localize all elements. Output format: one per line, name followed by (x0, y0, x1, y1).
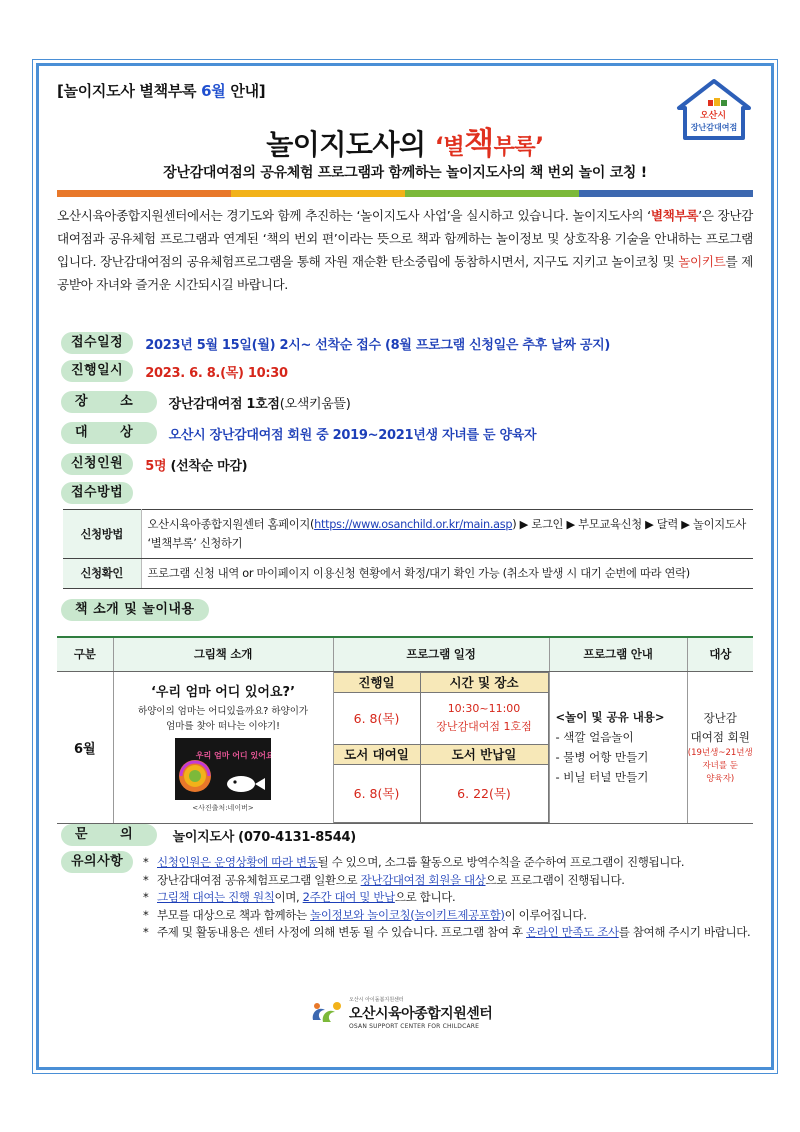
org-emblem-icon (309, 1000, 343, 1026)
list-item: * 장난감대여점 공유체험프로그램 일환으로 장난감대여점 회원을 대상으로 프로그램이 진행됩니다. (143, 872, 759, 890)
list-item: * 주제 및 활동내용은 센터 사정에 의해 변동 될 수 있습니다. 프로그램 참여 후 온라인 만족도 조사를 참여해 주시기 바랍니다. (143, 924, 759, 942)
list-item: * 그림책 대여는 진행 원칙이며, 2주간 대여 및 반납으로 합니다. (143, 889, 759, 907)
org-name-en: OSAN SUPPORT CENTER FOR CHILDCARE (349, 1023, 480, 1030)
apply-confirm-text: 프로그램 신청 내역 or 마이페이지 이용신청 현황에서 확정/대기 확인 가능 (취소자 발생 시 대기 순번에 따라 연락) (141, 559, 753, 589)
page-frame (36, 63, 774, 1070)
photo-credit: <사진출처:네이버> (192, 804, 254, 812)
book-desc-1: 하양이의 엄마는 어디있을까요? 하양이가 (137, 706, 309, 717)
contact-value: 놀이지도사 (070-4131-8544) (172, 829, 356, 845)
book-intro-cell (113, 671, 333, 823)
contact-label: 문 의 (61, 824, 157, 846)
col-header-schedule: 프로그램 일정 (333, 637, 549, 671)
apply-confirm-head: 신청확인 (63, 559, 141, 589)
capacity-row (61, 453, 247, 475)
target-value: 오산시 장난감대여점 회원 중 2019~2021년생 자녀를 둔 양육자 (168, 427, 537, 443)
reception-row (61, 332, 610, 354)
notes-list (143, 854, 759, 942)
org-name-ko: 오산시육아종합지원센터 (349, 1006, 493, 1022)
place-value: 장난감대여점 1호점(오색키움뜰) (168, 396, 351, 412)
table-header-row (57, 637, 753, 671)
org-small-text: 오산시 아이돌봄지원센터 (349, 997, 404, 1003)
guide-item: - 물병 어항 만들기 (555, 750, 649, 764)
col-header-target: 대상 (687, 637, 753, 671)
method-row (61, 482, 133, 504)
target-row (61, 422, 536, 444)
book-title: ‘우리 엄마 어디 있어요?’ (150, 685, 296, 700)
sched-header-time: 시간 및 장소 (420, 672, 548, 692)
schedule-subtable (334, 672, 549, 823)
col-header-book: 그림책 소개 (113, 637, 333, 671)
month-cell: 6월 (57, 671, 113, 823)
place-row (61, 391, 351, 413)
svg-text:장난감대여점: 장난감대여점 (690, 123, 738, 132)
sched-header-date: 진행일 (334, 672, 421, 692)
sched-header-return: 도서 반납일 (420, 744, 548, 764)
page-title: 놀이지도사의 ‘별책부록’ (266, 126, 544, 162)
color-segment-yellow (231, 190, 405, 197)
apply-method-text: 오산시육아종합지원센터 홈페이지(https://www.osanchild.or.kr/main.asp) ▶ 로그인 ▶ 부모교육신청 ▶ 달력 ▶ 놀이지도사 ‘별책부록’ 신청하기 (141, 510, 753, 559)
contact-row (61, 824, 356, 846)
notes-row (61, 851, 133, 873)
book-section-label: 책 소개 및 놀이내용 (61, 599, 209, 621)
apply-method-head: 신청방법 (63, 510, 141, 559)
apply-table (63, 509, 753, 589)
sched-time-value: 10:30~11:00 장난감대여점 1호점 (420, 692, 548, 744)
date-label: 진행일시 (61, 360, 133, 382)
table-row (63, 510, 753, 559)
guide-item: - 색깔 얼음놀이 (555, 730, 634, 744)
notes-label: 유의사항 (61, 851, 133, 873)
place-label: 장 소 (61, 391, 157, 413)
schedule-cell (333, 671, 549, 823)
capacity-label: 신청인원 (61, 453, 133, 475)
list-item: * 신청인원은 운영상황에 따라 변동될 수 있으며, 소그룹 활동으로 방역수칙을 준수하여 프로그램이 진행됩니다. (143, 854, 759, 872)
method-label: 접수방법 (61, 482, 133, 504)
book-table (57, 636, 753, 824)
intro-paragraph: 오산시육아종합지원센터에서는 경기도와 함께 추진하는 ‘놀이지도사 사업’을 실시하고 있습니다. 놀이지도사의 ‘별책부록’은 장난감대여점과 공유체험 프로그램과 연계된 ‘책의 번외 편’이라는 뜻으로 책과 함께하는 놀이정보 및 상호작용 기술을 안내하는 프로그램입니다. 장난감대여점의 공유체험프로그램을 통해 자원 재순환 탄소중립에 동참하시면서, 지구도 지키고 놀이코칭 및 놀이키트를 제공받아 자녀와 즐거운 시간되시길 바랍니다. (57, 208, 753, 292)
color-segment-blue (579, 190, 753, 197)
target-cell: 장난감 대여점 회원 (19년생~21년생 자녀를 둔 양육자) (687, 671, 753, 823)
page-subtitle: 장난감대여점의 공유체험 프로그램과 함께하는 놀이지도사의 책 번외 놀이 코칭 ! (163, 165, 647, 181)
color-divider (57, 190, 753, 197)
col-header-guide: 프로그램 안내 (549, 637, 687, 671)
color-segment-orange (57, 190, 231, 197)
homepage-link[interactable]: https://www.osanchild.or.kr/main.asp (314, 518, 513, 531)
list-item: * 부모를 대상으로 책과 함께하는 놀이정보와 놀이코칭(놀이키트제공포함)이 이루어집니다. (143, 907, 759, 925)
guide-cell (549, 671, 687, 823)
color-segment-green (405, 190, 579, 197)
guide-item: - 비닐 터널 만들기 (555, 770, 649, 784)
book-desc-2: 엄마를 찾아 떠나는 이야기! (166, 721, 280, 732)
capacity-value: 5명 (선착순 마감) (145, 458, 248, 474)
svg-text:우리 엄마 어디 있어요?: 우리 엄마 어디 있어요? (195, 751, 271, 760)
sched-header-lend: 도서 대여일 (334, 744, 421, 764)
table-row (63, 559, 753, 589)
table-row (57, 671, 753, 823)
sched-date-value: 6. 8(목) (334, 692, 421, 744)
col-header-category: 구분 (57, 637, 113, 671)
sched-lend-value: 6. 8(목) (334, 764, 421, 822)
tagline: [놀이지도사 별책부록 6월 안내] (57, 82, 266, 100)
reception-label: 접수일정 (61, 332, 133, 354)
guide-title: <놀이 및 공유 내용> (555, 710, 665, 724)
svg-text:오산시: 오산시 (699, 111, 727, 121)
book-cover-image (175, 738, 271, 800)
date-value: 2023. 6. 8.(목) 10:30 (145, 365, 288, 381)
target-label: 대 상 (61, 422, 157, 444)
reception-value: 2023년 5월 15일(월) 2시~ 선착순 접수 (8월 프로그램 신청일은 추후 날짜 공지) (145, 337, 611, 353)
date-row (61, 360, 288, 382)
org-logo (309, 996, 492, 1030)
sched-return-value: 6. 22(목) (420, 764, 548, 822)
book-section-row (61, 599, 209, 621)
